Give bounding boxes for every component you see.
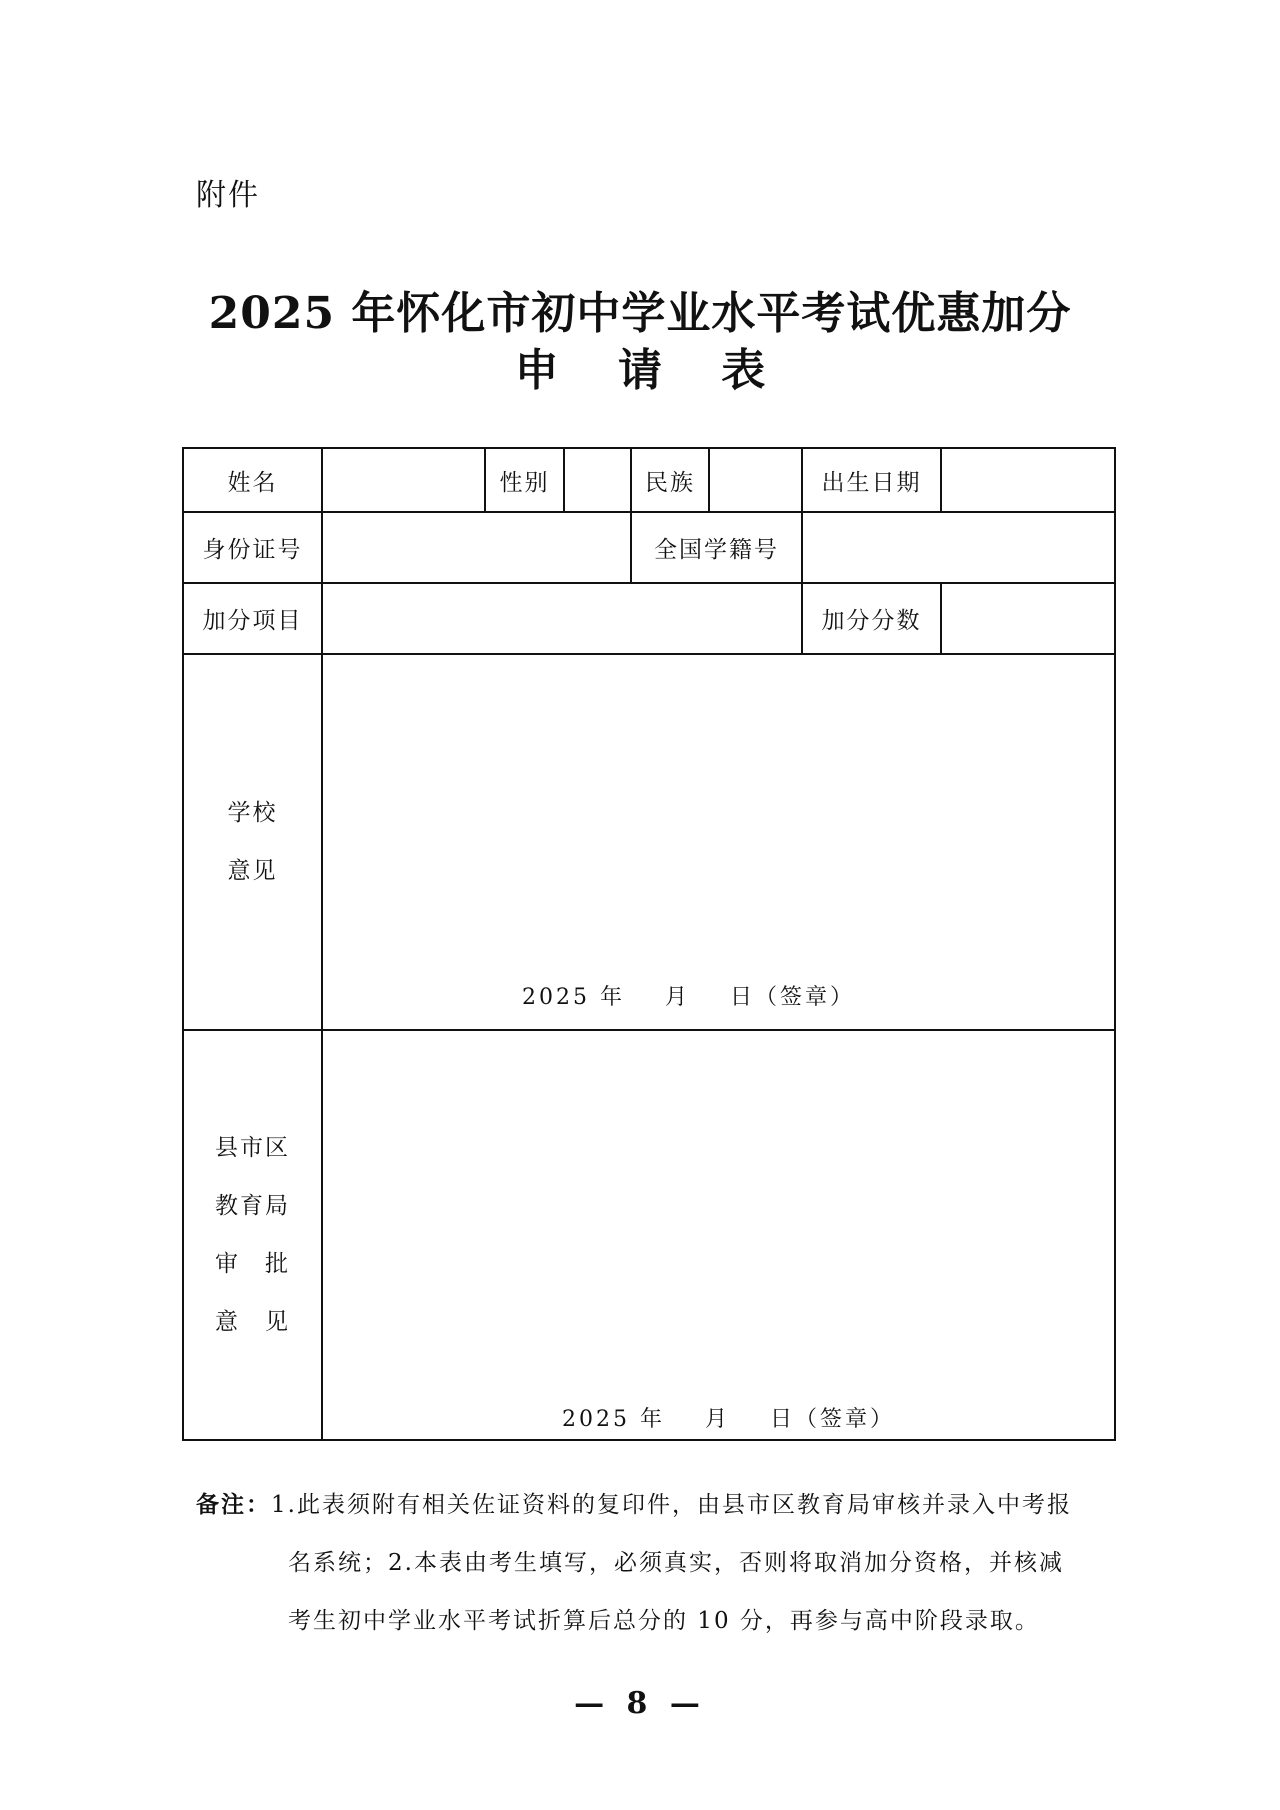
birthdate-label: 出生日期 [802, 448, 941, 512]
remarks-text-1: 1.此表须附有相关佐证资料的复印件，由县市区教育局审核并录入中考报 [271, 1492, 1072, 1518]
bonus-item-label: 加分项目 [183, 583, 322, 654]
student-number-label: 全国学籍号 [631, 512, 802, 583]
bureau-opinion-field[interactable] [322, 1030, 1115, 1440]
attachment-label: 附件 [196, 178, 260, 213]
remarks [196, 1476, 1096, 1650]
bureau-label-line-4: 意 见 [215, 1309, 290, 1335]
ethnicity-label: 民族 [631, 448, 709, 512]
name-field[interactable] [322, 448, 485, 512]
school-opinion-label-line-2: 意见 [227, 858, 278, 884]
page-title: 2025 年怀化市初中学业水平考试优惠加分 [208, 288, 1072, 339]
student-number-field[interactable] [802, 512, 1115, 583]
application-form-table [182, 447, 1116, 1441]
bureau-label-line-1: 县市区 [215, 1135, 290, 1161]
remarks-label: 备注： [196, 1491, 271, 1518]
birthdate-field[interactable] [941, 448, 1115, 512]
bureau-label-line-3: 审 批 [215, 1251, 290, 1277]
remarks-line-1 [196, 1476, 1096, 1534]
bureau-label-line-2: 教育局 [215, 1193, 290, 1219]
remarks-line-2: 名系统；2.本表由考生填写，必须真实，否则将取消加分资格，并核减 [288, 1550, 1064, 1576]
school-opinion-label [183, 654, 322, 1030]
bureau-signature-line: 2025 年 月 日（签章） [562, 1407, 895, 1432]
page-subtitle: 申 请 表 [514, 345, 788, 396]
bureau-opinion-label [183, 1030, 322, 1440]
ethnicity-field[interactable] [709, 448, 802, 512]
school-signature-line: 2025 年 月 日（签章） [522, 985, 855, 1010]
gender-field[interactable] [564, 448, 631, 512]
page-number: — 8 — [574, 1686, 706, 1721]
name-label: 姓名 [183, 448, 322, 512]
remarks-line-3: 考生初中学业水平考试折算后总分的 10 分，再参与高中阶段录取。 [288, 1608, 1040, 1634]
id-number-label: 身份证号 [183, 512, 322, 583]
school-opinion-field[interactable] [322, 654, 1115, 1030]
bonus-score-label: 加分分数 [802, 583, 941, 654]
id-number-field[interactable] [322, 512, 631, 583]
bonus-item-field[interactable] [322, 583, 802, 654]
gender-label: 性别 [485, 448, 564, 512]
bonus-score-field[interactable] [941, 583, 1115, 654]
school-opinion-label-line-1: 学校 [227, 800, 278, 826]
